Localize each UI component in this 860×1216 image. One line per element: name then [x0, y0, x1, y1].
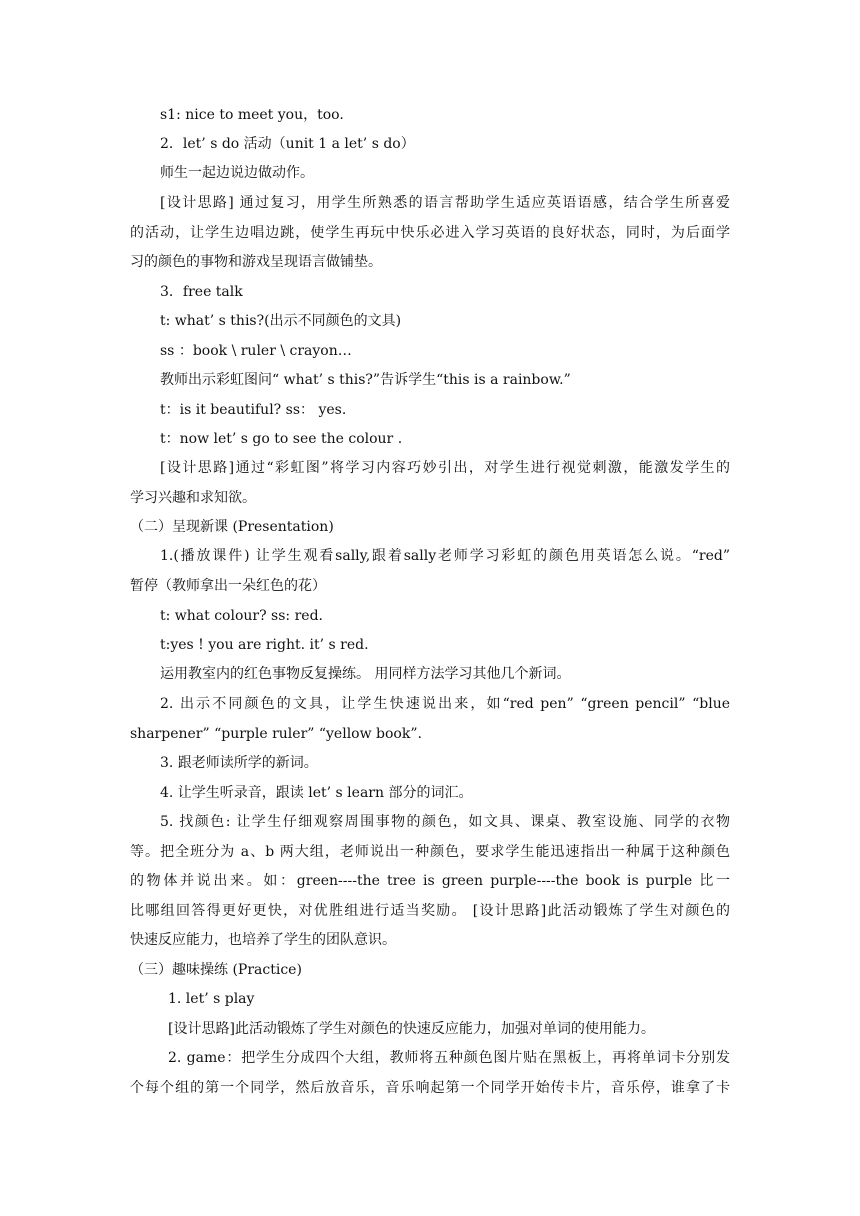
text-line: 的活动，让学生边唱边跳，使学生再玩中快乐必进入学习英语的良好状态，同时，为后面学 — [130, 225, 730, 241]
text-line: 学习兴趣和求知欲。 — [130, 490, 256, 506]
text-line: 3．free talk — [160, 284, 243, 300]
text-line: [设计思路] 通过复习，用学生所熟悉的语言帮助学生适应英语语感，结合学生所喜爱 — [160, 195, 730, 211]
text-line: 2. game：把学生分成四个大组，教师将五种颜色图片贴在黑板上，再将单词卡分别发 — [168, 1050, 730, 1066]
text-line: sharpener” “purple ruler” “yellow book”. — [130, 726, 422, 742]
text-line: s1: nice to meet you，too. — [160, 107, 344, 123]
text-line: 2．let’ s do 活动（unit 1 a let’ s do） — [160, 136, 415, 152]
text-line: 1.(播放课件) 让学生观看sally,跟着sally老师学习彩虹的颜色用英语怎么说。“red” — [160, 548, 730, 564]
text-line: t：is it beautiful? ss： yes. — [160, 402, 347, 418]
text-line: 师生一起边说边做动作。 — [160, 165, 314, 181]
text-line: 运用教室内的红色事物反复操练。 用同样方法学习其他几个新词。 — [160, 666, 571, 682]
section-heading: （二）呈现新课 (Presentation) — [130, 519, 334, 535]
text-line: 4. 让学生听录音，跟读 let’ s learn 部分的词汇。 — [160, 785, 473, 801]
text-line: t: what’ s this?(出示不同颜色的文具) — [160, 313, 402, 329]
text-line: t: what colour? ss: red. — [160, 608, 323, 624]
text-line: 比哪组回答得更好更快，对优胜组进行适当奖励。 [设计思路]此活动锻炼了学生对颜色的 — [130, 903, 730, 919]
text-line: 5. 找颜色: 让学生仔细观察周围事物的颜色，如文具、课桌、教室设施、同学的衣物 — [160, 814, 730, 830]
text-line: 3. 跟老师读所学的新词。 — [160, 755, 318, 771]
text-line: 个每个组的第一个同学，然后放音乐，音乐响起第一个同学开始传卡片，音乐停，谁拿了卡 — [130, 1080, 730, 1096]
text-line: 暂停（教师拿出一朵红色的花） — [130, 578, 326, 594]
text-line: 快速反应能力，也培养了学生的团队意识。 — [130, 932, 396, 948]
text-line: 习的颜色的事物和游戏呈现语言做铺垫。 — [130, 254, 382, 270]
text-line: 的物体并说出来。如：green----the tree is green purple----the book is purple 比一 — [130, 873, 730, 889]
text-line: [设计思路]通过“彩虹图”将学习内容巧妙引出，对学生进行视觉刺激，能激发学生的 — [160, 460, 730, 476]
text-line: 1. let’ s play — [168, 991, 255, 1007]
text-line: t：now let’ s go to see the colour . — [160, 431, 403, 447]
text-line: ss ：book \ ruler \ crayon… — [160, 343, 352, 359]
section-heading: （三）趣味操练 (Practice) — [130, 962, 302, 978]
text-line: t:yes ! you are right. it’ s red. — [160, 637, 369, 653]
text-line: 等。把全班分为 a、b 两大组，老师说出一种颜色，要求学生能迅速指出一种属于这种颜色 — [130, 844, 730, 860]
text-line: [设计思路]此活动锻炼了学生对颜色的快速反应能力，加强对单词的使用能力。 — [168, 1021, 655, 1037]
text-line: 教师出示彩虹图问“ what’ s this?”告诉学生“this is a rainbow.” — [160, 372, 571, 388]
text-line: 2. 出示不同颜色的文具，让学生快速说出来，如“red pen” “green pencil” “blue — [160, 696, 730, 712]
